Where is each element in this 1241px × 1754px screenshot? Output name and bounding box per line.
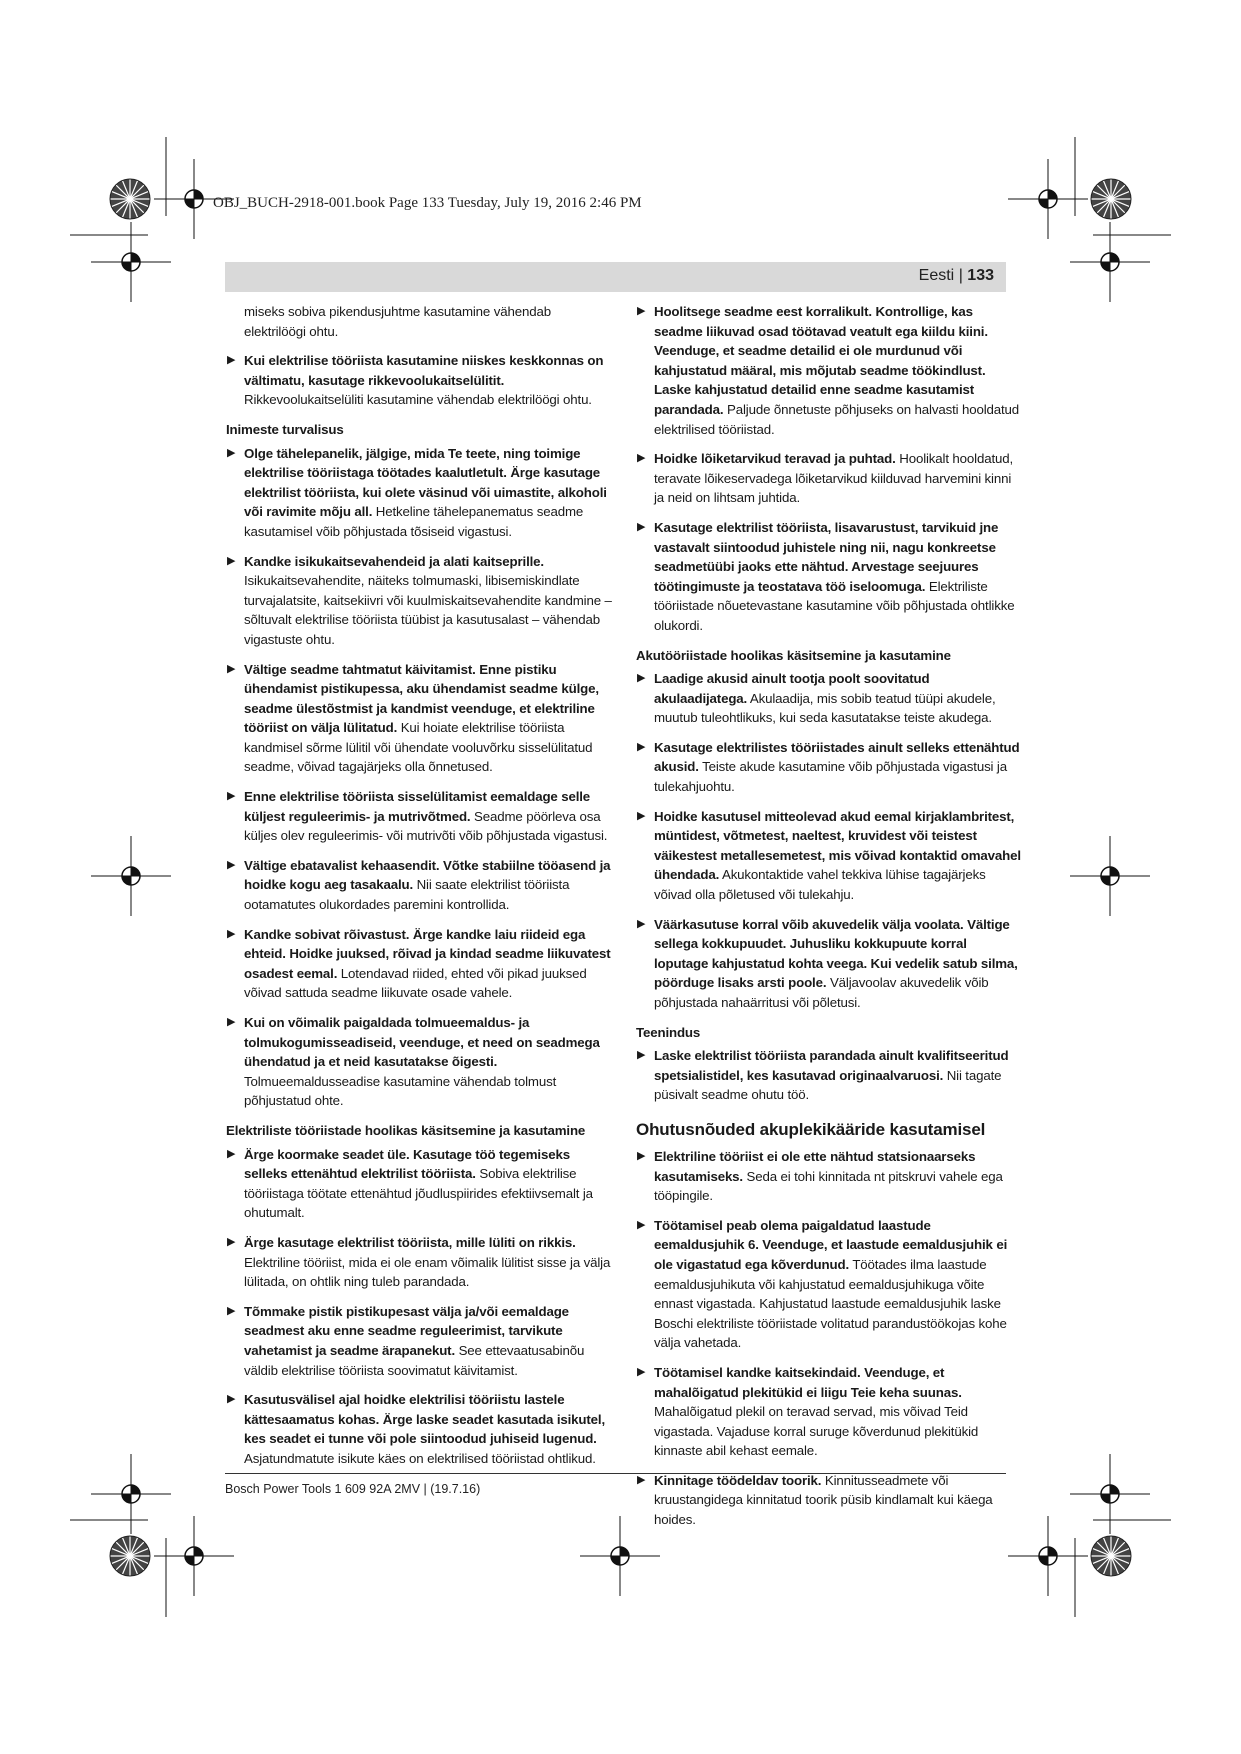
list-item [636, 1046, 1021, 1105]
bullet-arrow-icon: ▶ [227, 554, 236, 567]
item-bold-text: Tõmmake pistik pistikupesast välja ja/või eemaldage seadmest aku enne seadme reguleerimist, tarvikute vahetamist ja seadme ärapanekut. [244, 1303, 569, 1358]
bullet-arrow-icon: ▶ [637, 809, 646, 822]
bullet-arrow-icon: ▶ [227, 1304, 236, 1317]
footer-divider [225, 1473, 1006, 1474]
right-column [636, 302, 1021, 1540]
item-text: Isikukaitsevahendite, näiteks tolmumaski, libisemiskindlate turvajalatsite, kaitsekiivri või kuulmiskaitsevahendite kandmine – sõltuvalt elektrilise tööriista tüübist ja kasutusalast – vähendab vigastuste ohtu. [244, 573, 612, 647]
item-bold-text: Töötamisel kandke kaitsekindaid. Veenduge, et mahalõigatud plekitükid ei liigu Teie keha suunas. [654, 1364, 962, 1400]
page-number: 133 [967, 267, 994, 284]
item-bold-text: Vältige seadme tahtmatut käivitamist. Enne pistiku ühendamist pistikupessa, aku ühendamist seadme külge, seadme ülestõstmist ja kandmist veenduge, et elektriline tööriist on välja lülitatud. [244, 661, 599, 736]
list-item [636, 302, 1021, 439]
item-text: Nii tagate püsivalt seadme ohutu töö. [654, 1067, 1002, 1103]
item-text: Hetkeline tähelepanematus seadme kasutamisel võib põhjustada tõsiseid vigastusi. [244, 504, 584, 539]
item-bold-text: Laadige akusid ainult tootja poolt soovitatud akulaadijatega. [654, 671, 930, 706]
item-text: Lotendavad riided, ehted või pikad juuksed võivad sattuda seadme liikuvate osade vahele. [244, 965, 587, 1001]
bullet-arrow-icon: ▶ [637, 1473, 646, 1486]
item-text: Paljude õnnetuste põhjuseks on halvasti hooldatud elektrilised tööriistad. [654, 401, 1020, 437]
list-item [636, 669, 1021, 728]
bullet-arrow-icon: ▶ [227, 1235, 236, 1248]
item-bold-text: Kandke sobivat rõivastust. Ärge kandke laiu riideid ega ehteid. Hoidke juuksed, rõivad ja kindad seadme liikuvatest osadest eemal. [244, 926, 611, 981]
list-item [226, 856, 614, 915]
item-bold-text: Hoidke kasutusel mitteolevad akud eemal kirjaklambritest, müntidest, võtmetest, naeltest, kruvidest või teistest väikestest metallesemetest, mis võivad kontaktid omavahel ühendada. [654, 808, 1021, 883]
header-separator: | [958, 267, 963, 284]
item-text: Elektriliste tööriistade nõuetevastane kasutamine võib põhjustada ohtlikke olukordi. [654, 578, 1015, 633]
item-text: Tolmueemaldusseadise kasutamine vähendab tolmust põhjustatud ohte. [244, 1073, 557, 1109]
list-item [636, 449, 1021, 508]
bullet-arrow-icon: ▶ [637, 672, 646, 685]
bullet-arrow-icon: ▶ [227, 1147, 236, 1160]
bullet-arrow-icon: ▶ [227, 790, 236, 803]
item-bold-text: Väärkasutuse korral võib akuvedelik välja voolata. Vältige sellega kokkupuudet. Juhusliku kokkupuute korral loputage kahjustatud kohta veega. Kui vedelik satub silma, pöörduge lisaks arsti poole. [654, 916, 1018, 991]
section-title: Ohutusnõuded akuplekikääride kasutamisel [636, 1119, 986, 1139]
bullet-list [226, 351, 614, 410]
section-heading: Elektriliste tööriistade hoolikas käsitsemine ja kasutamine [226, 1122, 586, 1138]
item-bold-text: Hoolitsege seadme eest korralikult. Kontrollige, kas seadme liikuvad osad töötavad veatult ega kiildu kiini. Veenduge, et seadme detailid ei ole murdunud või kahjustatud määral, mis mõjutab seadme töökindlust. Laske kahjustatud detailid enne seadme kasutamist parandada. [654, 304, 988, 417]
bullet-arrow-icon: ▶ [637, 740, 646, 753]
item-text: Sobiva elektrilise tööriistaga töötate ettenähtud jõudluspiirides efektiivsemalt ja ohutumalt. [244, 1166, 593, 1221]
item-bold-text: Töötamisel peab olema paigaldatud laastude eemaldusjuhik 6. Veenduge, et laastude eemaldusjuhik ei ole vigastatud ega kõverdunud. [654, 1217, 1008, 1272]
list-item [226, 351, 614, 410]
bullet-arrow-icon: ▶ [227, 446, 236, 459]
list-item [226, 444, 614, 542]
list-item [226, 660, 614, 778]
list-item [226, 1233, 614, 1292]
list-item [226, 1145, 614, 1223]
left-column [226, 302, 614, 1478]
item-bold-text: Olge tähelepanelik, jälgige, mida Te teete, ning toimige elektrilise tööriistaga töötades kaalutletult. Ärge kasutage elektrilist tööriista, kui olete väsinud või uimastite, alkoholi või ravimite mõju all. [244, 445, 607, 520]
item-text: Hoolikalt hooldatud, teravate lõikeservadega lõiketarvikud kiilduvad harvemini kinni ja neid on lihtsam juhtida. [654, 451, 1014, 506]
language-label: Eesti [918, 267, 955, 284]
bullet-arrow-icon: ▶ [637, 452, 646, 465]
list-item [636, 1147, 1021, 1206]
bullet-arrow-icon: ▶ [227, 662, 236, 675]
item-bold-text: Kasutage elektrilistes tööriistades ainult selleks ettenähtud akusid. [654, 739, 1020, 775]
item-bold-text: Hoidke lõiketarvikud teravad ja puhtad. [654, 451, 896, 467]
item-bold-text: Laske elektrilist tööriista parandada ainult kvalifitseeritud spetsialistidel, kes kasutavad originaalvaruosi. [654, 1048, 1009, 1083]
item-bold-text: Enne elektrilise tööriista sisselülitamist eemaldage selle küljest reguleerimis- ja mutrivõtmed. [244, 789, 591, 824]
item-text: Töötades ilma laastude eemaldusjuhikuta või kahjustatud eemaldusjuhikuga võite ennast vigastada. Kahjustatud laastude eemaldusjuhik laske Boschi elektriliste tööriistade volitatud parandustöökojas kohe välja vahetada. [654, 1256, 1007, 1351]
list-item [226, 787, 614, 846]
page-header-bar [225, 262, 1006, 292]
bullet-arrow-icon: ▶ [637, 917, 646, 930]
bullet-list [636, 302, 1021, 636]
item-text: Kinnitusseadmete või kruustangidega kinnitatud toorik püsib kindlamalt kui käega hoides. [654, 1472, 993, 1528]
section-heading: Teenindus [636, 1024, 701, 1040]
bullet-arrow-icon: ▶ [227, 1393, 236, 1406]
item-text: Elektriline tööriist, mida ei ole enam võimalik lülitist sisse ja välja lülitada, on ohtlik ning tuleb parandada. [244, 1254, 611, 1290]
bullet-arrow-icon: ▶ [227, 927, 236, 940]
item-text: See ettevaatusabinõu väldib elektrilise tööriista soovimatut käivitamist. [244, 1342, 585, 1378]
item-bold-text: Ärge kasutage elektrilist tööriista, mille lüliti on rikkis. [244, 1234, 576, 1250]
list-item [636, 1216, 1021, 1353]
bullet-list [226, 1145, 614, 1469]
bullet-list [636, 669, 1021, 1013]
item-text: Väljavoolav akuvedelik võib põhjustada nahaärritusi või põletusi. [654, 975, 989, 1010]
item-bold-text: Ärge koormake seadet üle. Kasutage töö tegemiseks selleks ettenähtud elektrilist tööriista. [244, 1146, 570, 1182]
list-item [636, 1471, 1021, 1530]
section-heading: Akutööriistade hoolikas käsitsemine ja kasutamine [636, 647, 951, 663]
item-bold-text: Kinnitage töödeldav toorik. [654, 1472, 822, 1488]
item-text: Seadme pöörleva osa küljes olev reguleerimis- või mutrivõti võib põhjustada vigastusi. [244, 808, 608, 844]
list-item [226, 1390, 614, 1468]
item-bold-text: Elektriline tööriist ei ole ette nähtud statsionaarseks kasutamiseks. [654, 1148, 976, 1184]
item-text: Akukontaktide vahel tekkiva lühise tagajärjeks võivad olla põletused või tulekahju. [654, 867, 986, 903]
list-item [636, 738, 1021, 797]
bullet-arrow-icon: ▶ [227, 858, 236, 871]
item-text: Rikkevoolukaitselüliti kasutamine vähendab elektrilöögi ohtu. [244, 392, 592, 408]
item-text: Mahalõigatud plekil on teravad servad, mis võivad Teid vigastada. Vajaduse korral suruge kõverdunud plekitükid kinnaste abil kehast eemale. [654, 1404, 979, 1459]
page-header [919, 267, 994, 285]
list-item [226, 1013, 614, 1111]
bullet-arrow-icon: ▶ [637, 1049, 646, 1062]
bullet-arrow-icon: ▶ [227, 1016, 236, 1028]
item-text: Asjatundmatute isikute käes on elektrilised tööriistad ohtlikud. [244, 1450, 596, 1466]
item-text: Kui hoiate elektrilise tööriista kandmisel sõrme lülitil või ühendate vooluvõrku sisselülitatud seadme, võivad tagajärjeks olla õnnetused. [244, 720, 593, 775]
list-item [636, 915, 1021, 1013]
list-item [226, 1302, 614, 1380]
bullet-arrow-icon: ▶ [637, 1218, 646, 1231]
bullet-list [226, 444, 614, 1111]
bullet-arrow-icon: ▶ [637, 1365, 646, 1378]
item-text: Seda ei tohi kinnitada nt pitskruvi vahele ega tööpingile. [654, 1168, 1003, 1204]
book-info-line: OBJ_BUCH-2918-001.book Page 133 Tuesday, July 19, 2016 2:46 PM [213, 195, 642, 211]
item-bold-text: Kasutage elektrilist tööriista, lisavarustust, tarvikuid jne vastavalt siintoodud juhistele ning nii, nagu konkreetse seadmetüübi jaoks ette nähtud. Arvestage seejuures töötingimuste ja teostatava töö iseloomuga. [654, 519, 999, 594]
bullet-list [636, 1046, 1021, 1105]
list-item [226, 552, 614, 650]
bullet-arrow-icon: ▶ [637, 1149, 646, 1162]
item-bold-text: Kui on võimalik paigaldada tolmueemaldus- ja tolmukogumisseadiseid, veenduge, et need on seadmega ühendatud ja et neid kasutatakse õigesti. [244, 1015, 600, 1070]
list-item [636, 1363, 1021, 1461]
item-text: Teiste akude kasutamine võib põhjustada vigastusi ja tulekahjuohtu. [654, 759, 1007, 795]
list-item [636, 518, 1021, 636]
continued-text: miseks sobiva pikendusjuhtme kasutamine vähendab elektrilöögi ohtu. [244, 304, 551, 339]
item-text: Akulaadija, mis sobib teatud tüüpi akudele, muutub tuleohtlikuks, kui seda kasutatakse teiste akudega. [654, 690, 996, 726]
list-item [636, 807, 1021, 905]
bullet-arrow-icon: ▶ [637, 520, 646, 533]
item-bold-text: Vältige ebatavalist kehaasendit. Võtke stabiilne tööasend ja hoidke kogu aeg tasakaalu. [244, 857, 611, 893]
list-item [226, 925, 614, 1003]
item-bold-text: Kandke isikukaitsevahendeid ja alati kaitseprille. [244, 553, 544, 569]
section-heading: Inimeste turvalisus [226, 421, 344, 437]
item-bold-text: Kui elektrilise tööriista kasutamine niiskes keskkonnas on vältimatu, kasutage rikkevoolukaitselülitit. [244, 353, 604, 388]
bullet-arrow-icon: ▶ [637, 305, 646, 317]
bullet-arrow-icon: ▶ [227, 354, 236, 367]
page-footer: Bosch Power Tools 1 609 92A 2MV | (19.7.16) [225, 1482, 481, 1496]
item-text: Nii saate elektrilist tööriista ootamatutes olukordades paremini kontrollida. [244, 877, 570, 913]
item-bold-text: Kasutusvälisel ajal hoidke elektrilisi tööriistu lastele kättesaamatus kohas. Ärge laske seadet kasutada isikutel, kes seadet ei tunne või pole siintoodud juhiseid lugenud. [244, 1392, 605, 1447]
